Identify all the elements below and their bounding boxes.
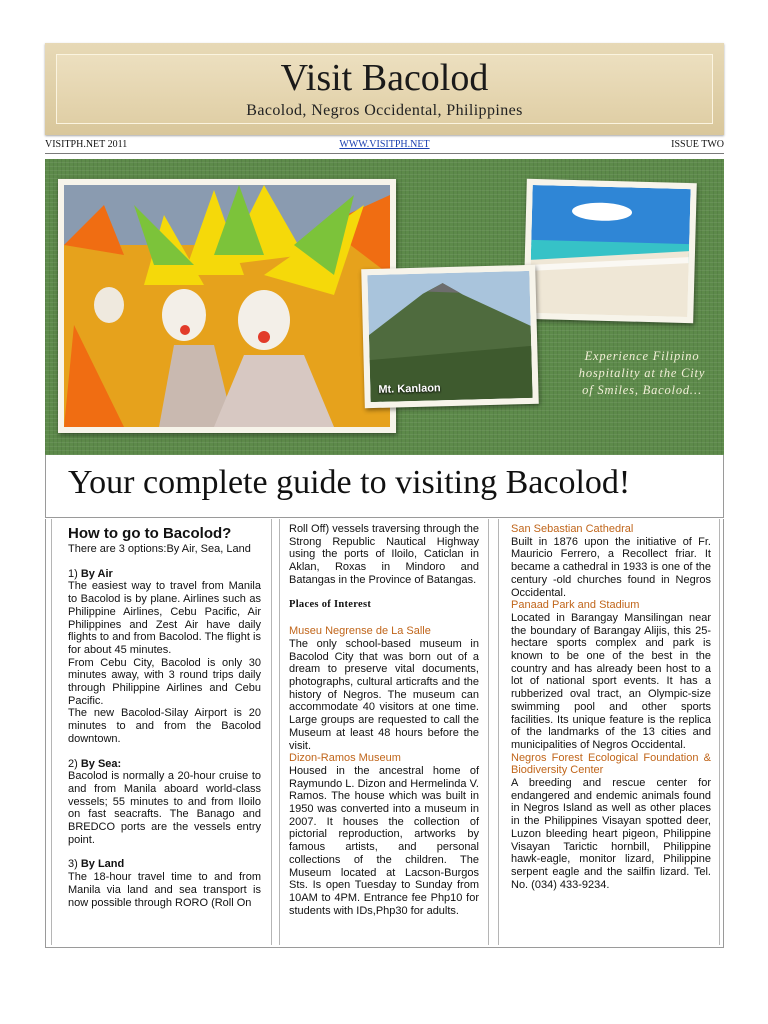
paragraph: A breeding and rescue center for endangered and endemic animals found in Negros Island as well as other places in the Philippines Visayan spotted deer, Luzon bleeding heart pigeon, Philippine Visayan Tarictic hornbill, Philippine hawk-eagle, monitor lizard, Philippine serpent eagle and the sailfin lizard. Tel. No. (034) 433-9234. — [511, 777, 711, 891]
subheading-air: 1) By Air — [68, 567, 113, 580]
place-title: Negros Forest Ecological Foundation & Biodiversity Center — [511, 751, 711, 777]
place-title: Dizon-Ramos Museum — [289, 752, 401, 765]
masthead — [45, 43, 724, 135]
column-transport — [51, 519, 272, 945]
headline-box — [45, 455, 724, 518]
paragraph: Bacolod is normally a 20-hour cruise to and from Manila aboard world-class vessels; 55 minutes to and from Iloilo on fast seacrafts. The Banago and BREDCO ports are the vessels entry point. — [68, 770, 261, 846]
hero-tagline: Experience Filipino hospitality at the City of Smiles, Bacolod… — [578, 349, 706, 397]
photo-caption: Mt. Kanlaon — [378, 382, 441, 396]
paragraph: Located in Barangay Mansilingan near the boundary of Barangay Alijis, this 25-hectare sports complex and park is known to be one of the best in the country and has already been host to a lot of national sport events. It has a rubberized oval tract, an Olympic-size swimming pool and other sports facilities. Its unique feature is the replica of the landmarks of the 13 cities and municipalities of Negros Occidental. — [511, 611, 711, 751]
intro-text: There are 3 options:By Air, Sea, Land — [68, 543, 251, 555]
main-headline: Your complete guide to visiting Bacolod! — [68, 464, 631, 501]
masthead-frame — [56, 54, 713, 124]
place-title: Panaad Park and Stadium — [511, 599, 640, 612]
divider-rule — [45, 153, 724, 154]
info-strip — [45, 138, 724, 152]
masthead-title: Visit Bacolod — [280, 57, 489, 99]
subheading-sea: 2) By Sea: — [68, 757, 122, 770]
column-places — [279, 519, 489, 945]
publication-year: VISITPH.NET 2011 — [45, 139, 128, 150]
volcano-image — [367, 271, 532, 402]
hero-banner — [45, 159, 724, 455]
festival-photo — [58, 179, 396, 433]
paragraph: The new Bacolod-Silay Airport is 20 minutes to and from the Bacolod downtown. — [68, 707, 261, 745]
paragraph: The 18-hour travel time to and from Manila via land and sea transport is now possible through RORO (Roll On — [68, 871, 261, 909]
paragraph: The only school-based museum in Bacolod City that was born out of a dream to preserve vital documents, photographs, cultural articrafts and the history of Negros. The museum can accommodate 40 visitors at one time. Large groups are requested to call the Museum at least 48 hours before the visit. — [289, 637, 479, 752]
mt-kanlaon-photo — [361, 265, 539, 409]
places-heading: Places of Interest — [289, 598, 372, 610]
article-columns — [45, 519, 724, 948]
paragraph: Housed in the ancestral home of Raymundo L. Dizon and Hermelinda V. Ramos. The house which was built in 1950 was converted into a museum in 2007. It houses the collection of pictorial reproduction, artworks by famous artists, and personal collections of the children. The Museum located at Lacson-Burgos Sts. Is open Tuesday to Sunday from 10AM to 4PM. Entrance fee Php10 for students with IDs,Php30 for adults. — [289, 764, 479, 917]
section-heading: How to go to Bacolod? — [68, 525, 232, 542]
paragraph: From Cebu City, Bacolod is only 30 minutes away, with 3 round trips daily through Philippine Airlines and Cebu Pacific. — [68, 656, 261, 707]
place-title: Museu Negrense de La Salle — [289, 625, 431, 638]
issue-number: ISSUE TWO — [671, 139, 724, 150]
column-attractions — [498, 519, 720, 945]
place-title: San Sebastian Cathedral — [511, 523, 634, 535]
masthead-subtitle: Bacolod, Negros Occidental, Philippines — [246, 102, 523, 119]
website-link[interactable]: WWW.VISITPH.NET — [339, 139, 430, 150]
masskara-dancers-image — [64, 185, 390, 427]
beach-image — [529, 185, 690, 317]
paragraph: Roll Off) vessels traversing through the Strong Republic Nautical Highway using the ports of Iloilo, Caticlan in Aklan, Roxas in Mindoro and Batangas in the Province of Batangas. — [289, 523, 479, 586]
paragraph: Built in 1876 upon the initiative of Fr. Mauricio Ferrero, a Recollect friar. It became a cathedral in 1933 is one of the century -old churches found in Negros Occidental. — [511, 535, 711, 599]
beach-photo — [523, 179, 697, 323]
subheading-land: 3) By Land — [68, 858, 125, 871]
paragraph: The easiest way to travel from Manila to Bacolod is by plane. Airlines such as Philippine Airlines, Cebu Pacific, Air Philippines and Zest Air have daily flights to and from Bacolod. The flight is for about 45 minutes. — [68, 580, 261, 656]
